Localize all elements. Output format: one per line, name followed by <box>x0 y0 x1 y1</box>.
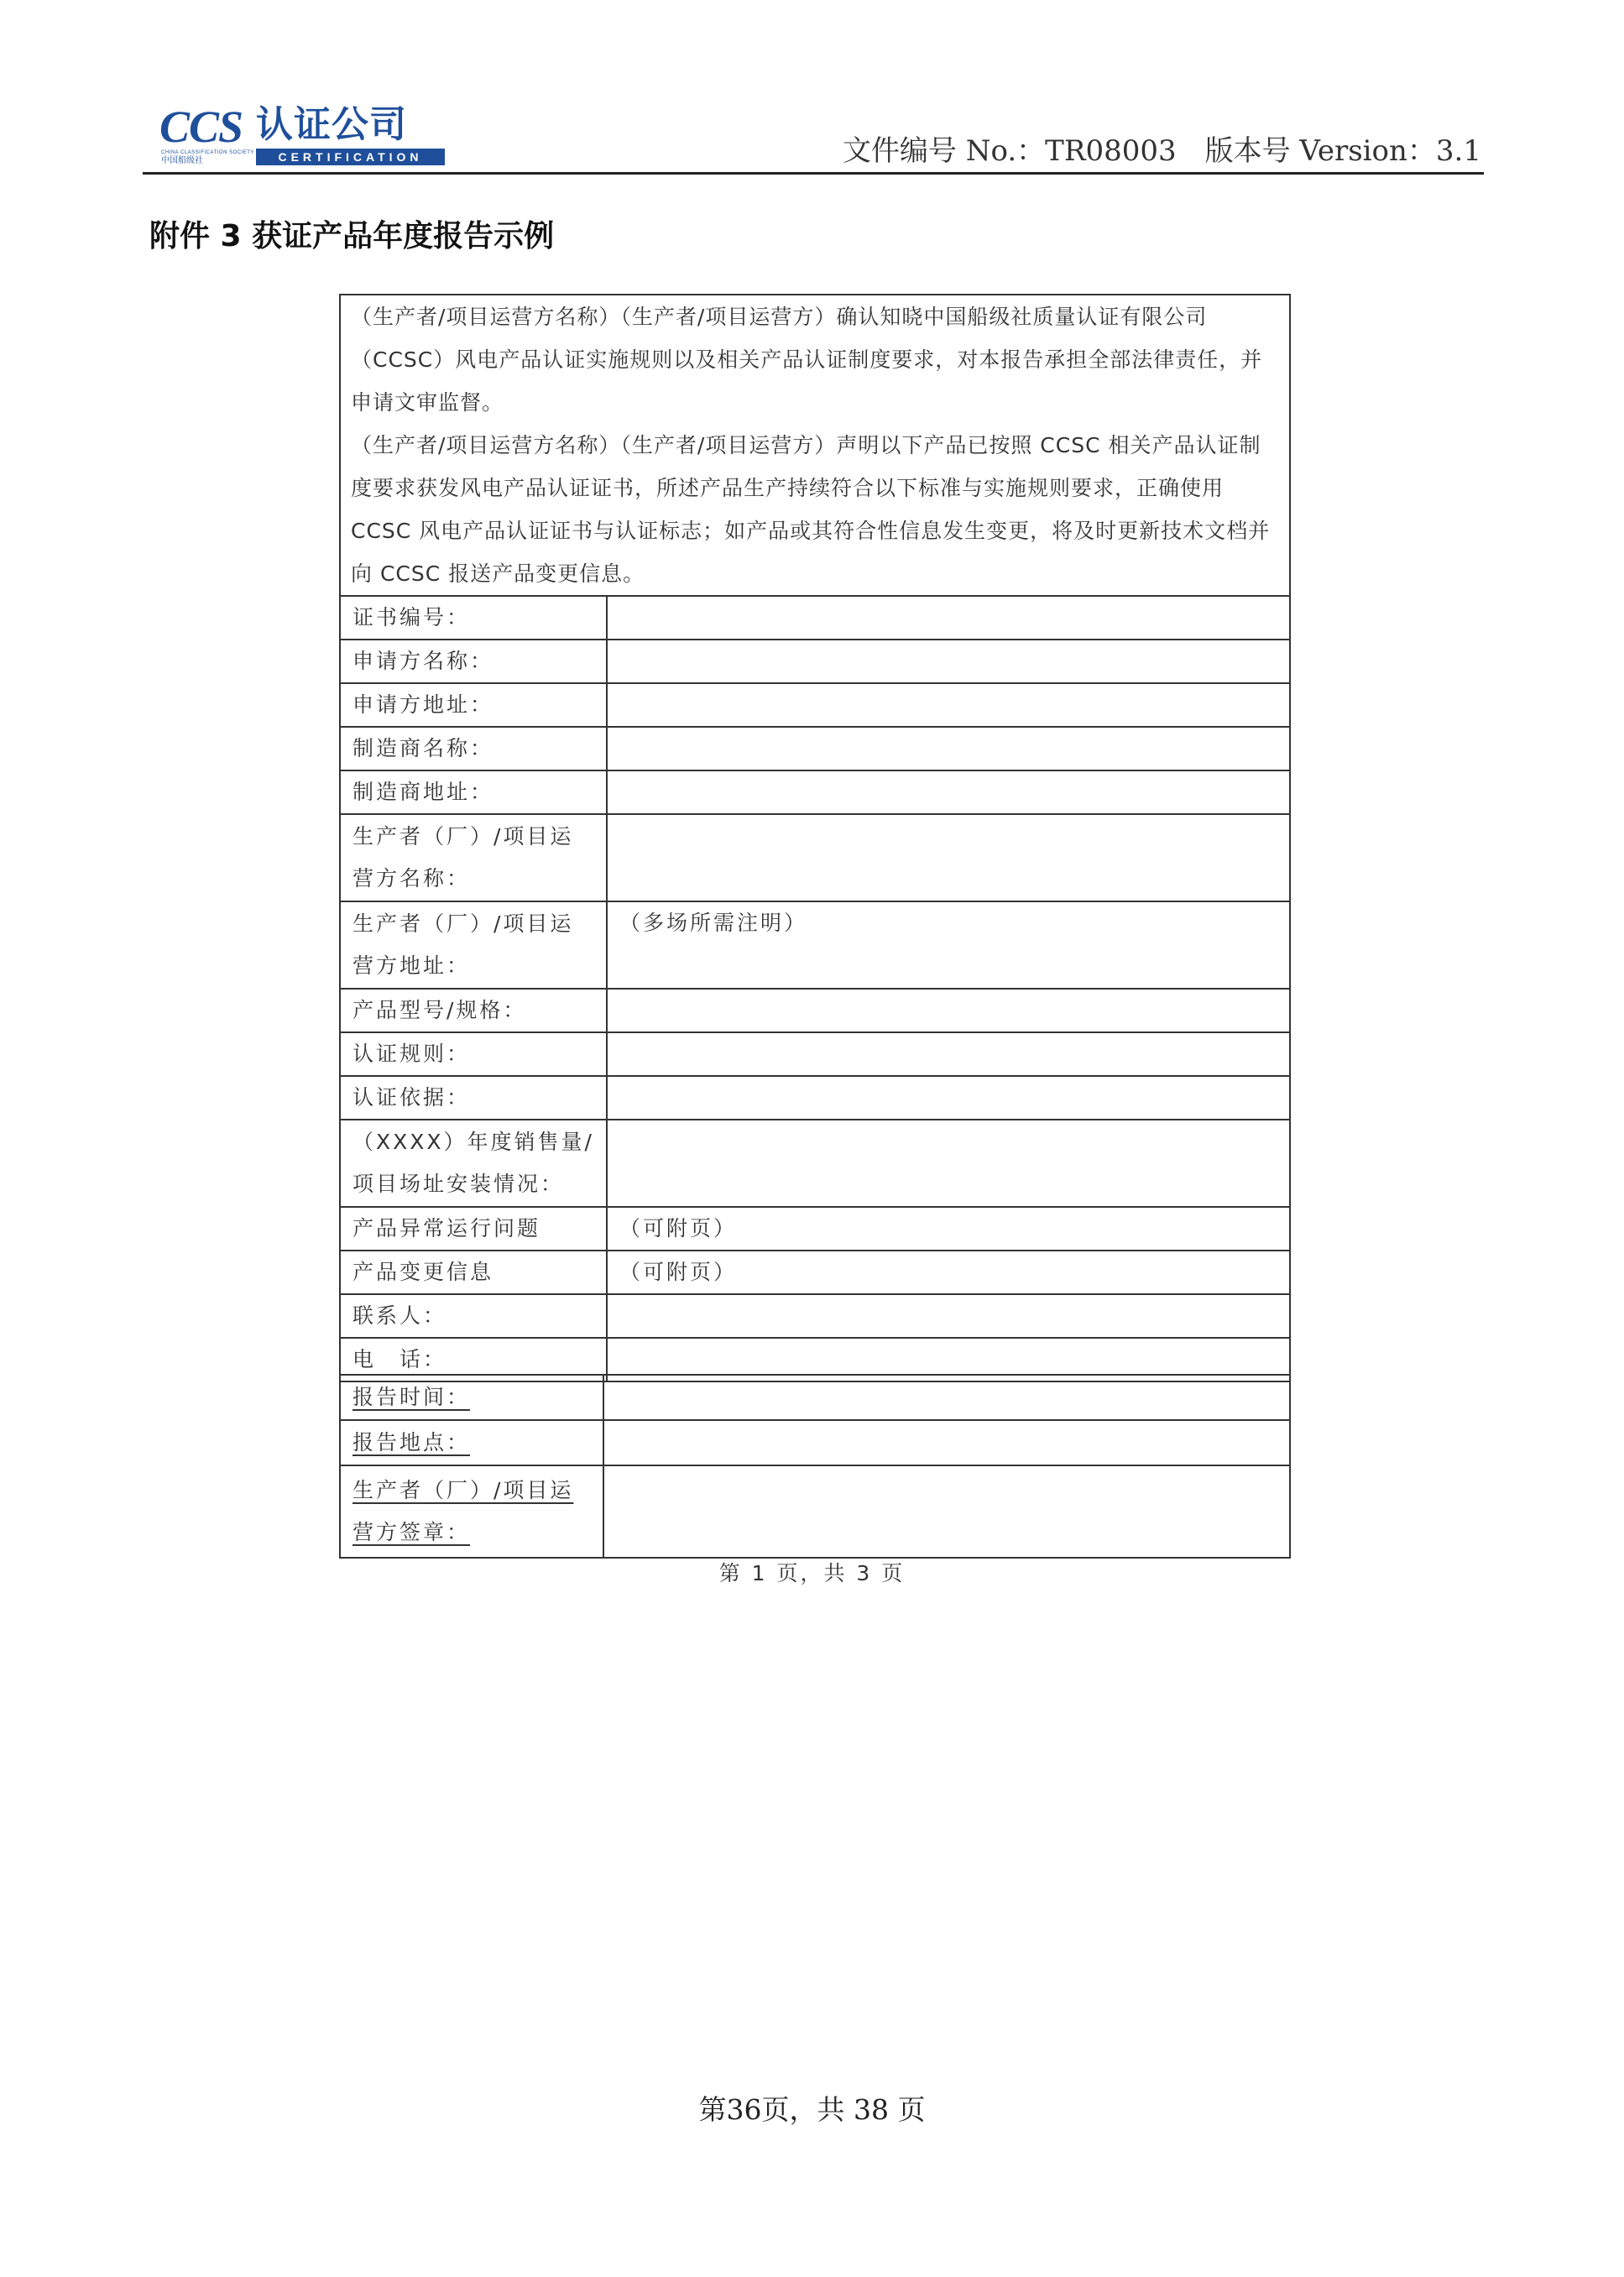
form-row <box>340 1032 1290 1076</box>
field-value-producer-address[interactable]: （多场所需注明） <box>607 901 1290 989</box>
producer-seal-label: 生产者（厂）/项目运营方签章： <box>352 1478 574 1544</box>
header-divider <box>143 172 1484 175</box>
form-row <box>340 814 1290 901</box>
form-row <box>340 1076 1290 1120</box>
form-row <box>340 727 1290 770</box>
field-label-applicant-name: 申请方名称： <box>340 640 607 683</box>
logo-society-cn: 中国船级社 <box>161 156 203 165</box>
signature-row <box>340 1465 1290 1558</box>
annual-report-form <box>339 294 1291 1382</box>
field-label-producer-address: 生产者（厂）/项目运营方地址： <box>340 901 607 989</box>
field-value-manufacturer-address[interactable] <box>607 770 1290 814</box>
logo-society-en: CHINA CLASSIFICATION SOCIETY <box>161 150 254 155</box>
sign-label-report-place <box>340 1420 603 1465</box>
field-label-phone: 电 话： <box>340 1338 607 1381</box>
sign-label-report-time <box>340 1375 603 1420</box>
signature-row <box>340 1375 1290 1420</box>
declaration-paragraph: （生产者/项目运营方名称）（生产者/项目运营方）声明以下产品已按照 CCSC 相关产品认证制度要求获发风电产品认证证书，所述产品生产持续符合以下标准与实施规则要求，正确使用 CCSC 风电产品认证证书与认证标志；如产品或其符合性信息发生变更，将及时更新技术文档并向 CCSC 报送产品变更信息。 <box>351 433 1271 586</box>
field-label-applicant-address: 申请方地址： <box>340 683 607 727</box>
form-row <box>340 989 1290 1032</box>
page-number: 第36页，共 38 页 <box>698 2093 926 2126</box>
form-row <box>340 683 1290 727</box>
field-value-contact[interactable] <box>607 1294 1290 1338</box>
field-value-applicant-name[interactable] <box>607 640 1290 683</box>
declaration-paragraph: （生产者/项目运营方名称）（生产者/项目运营方）确认知晓中国船级社质量认证有限公司（CCSC）风电产品认证实施规则以及相关产品认证制度要求，对本报告承担全部法律责任，并申请文审监督。 <box>351 305 1263 415</box>
report-time-label: 报告时间： <box>352 1385 471 1409</box>
field-label-producer-name: 生产者（厂）/项目运营方名称： <box>340 814 607 901</box>
logo-ccs-text: CCS <box>159 102 243 152</box>
form-row <box>340 596 1290 640</box>
sign-value-producer-seal[interactable] <box>603 1465 1290 1558</box>
field-value-applicant-address[interactable] <box>607 683 1290 727</box>
field-label-contact: 联系人： <box>340 1294 607 1338</box>
sign-value-report-time[interactable] <box>603 1375 1290 1420</box>
logo-certification-en: CERTIFICATION <box>256 149 445 165</box>
field-label-annual-sales: （XXXX）年度销售量/项目场址安装情况： <box>340 1120 607 1207</box>
field-label-cert-rules: 认证规则： <box>340 1032 607 1076</box>
sign-value-report-place[interactable] <box>603 1420 1290 1465</box>
field-label-manufacturer-address: 制造商地址： <box>340 770 607 814</box>
report-place-label: 报告地点： <box>352 1430 471 1454</box>
form-row <box>340 770 1290 814</box>
declaration-text <box>340 295 1290 596</box>
signature-table <box>339 1374 1291 1559</box>
declaration-row <box>340 295 1290 596</box>
attachment-title: 附件 3 获证产品年度报告示例 <box>149 219 555 253</box>
form-row <box>340 1294 1290 1338</box>
form-row <box>340 1207 1290 1251</box>
form-page-number: 第 1 页，共 3 页 <box>718 1561 906 1585</box>
field-label-certificate-no: 证书编号： <box>340 596 607 640</box>
field-value-abnormal-operation[interactable]: （可附页） <box>607 1207 1290 1251</box>
form-row <box>340 1251 1290 1294</box>
form-row <box>340 1120 1290 1207</box>
logo-certification-cn: 认证公司 <box>256 103 407 146</box>
field-value-product-change[interactable]: （可附页） <box>607 1251 1290 1294</box>
form-row <box>340 901 1290 989</box>
field-label-product-change: 产品变更信息 <box>340 1251 607 1294</box>
field-label-cert-basis: 认证依据： <box>340 1076 607 1120</box>
field-value-annual-sales[interactable] <box>607 1120 1290 1207</box>
ccs-certification-logo <box>159 103 453 166</box>
field-label-product-model: 产品型号/规格： <box>340 989 607 1032</box>
form-row <box>340 640 1290 683</box>
field-value-certificate-no[interactable] <box>607 596 1290 640</box>
sign-label-producer-seal <box>340 1465 603 1558</box>
field-label-manufacturer-name: 制造商名称： <box>340 727 607 770</box>
field-value-cert-basis[interactable] <box>607 1076 1290 1120</box>
document-number: 文件编号 No.：TR08003 版本号 Version：3.1 <box>842 134 1481 168</box>
field-label-abnormal-operation: 产品异常运行问题 <box>340 1207 607 1251</box>
field-value-producer-name[interactable] <box>607 814 1290 901</box>
field-value-cert-rules[interactable] <box>607 1032 1290 1076</box>
field-value-product-model[interactable] <box>607 989 1290 1032</box>
signature-row <box>340 1420 1290 1465</box>
field-value-manufacturer-name[interactable] <box>607 727 1290 770</box>
